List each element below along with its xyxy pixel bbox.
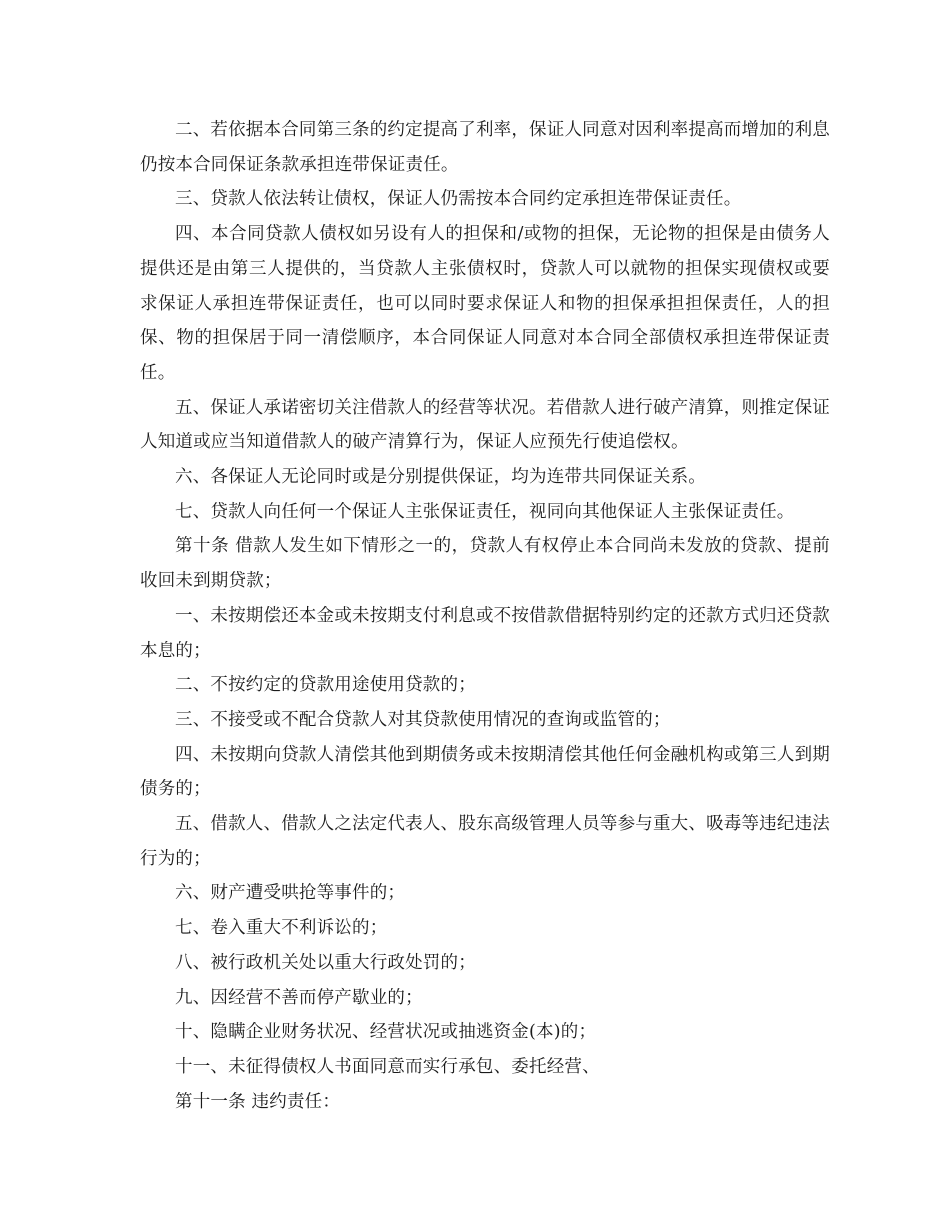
list-item-10-2: 二、不按约定的贷款用途使用贷款的； [175, 675, 476, 696]
document-body [140, 113, 830, 1119]
list-item-10-7: 七、卷入重大不利诉讼的； [175, 918, 388, 939]
paragraph-clause-5-bankruptcy: 五、保证人承诺密切关注借款人的经营等状况。若借款人进行破产清算，则推定保证人知道或应当知道借款人的破产清算行为，保证人应预先行使追偿权。 [140, 397, 830, 453]
paragraph-clause-2-interest: 二、若依据本合同第三条的约定提高了利率，保证人同意对因利率提高而增加的利息仍按本合同保证条款承担连带保证责任。 [140, 120, 830, 175]
list-item-10-8: 八、被行政机关处以重大行政处罚的； [175, 952, 476, 973]
list-item-10-9: 九、因经营不善而停产歇业的； [175, 987, 423, 1008]
list-item-10-1: 一、未按期偿还本金或未按期支付利息或不按借款借据特别约定的还款方式归还贷款本息的； [140, 605, 830, 661]
list-item-10-3: 三、不接受或不配合贷款人对其贷款使用情况的查询或监管的； [175, 709, 671, 730]
paragraph-clause-6-joint: 六、各保证人无论同时或是分别提供保证，均为连带共同保证关系。 [175, 467, 706, 488]
paragraph-clause-4-guarantee: 四、本合同贷款人债权如另设有人的担保和/或物的担保，无论物的担保是由债务人提供还是由第三人提供的，当贷款人主张债权时，贷款人可以就物的担保实现债权或要求保证人承担连带保证责任，也可以同时要求保证人和物的担保承担担保责任，人的担保、物的担保居于同一清偿顺序，本合同保证人同意对本合同全部债权承担连带保证责任。 [140, 224, 830, 383]
list-item-10-6: 六、财产遭受哄抢等事件的； [175, 883, 406, 904]
list-item-10-10: 十、隐瞒企业财务状况、经营状况或抽逃资金(本)的； [175, 1022, 597, 1043]
paragraph-clause-7-claim: 七、贷款人向任何一个保证人主张保证责任，视同向其他保证人主张保证责任。 [175, 501, 795, 522]
article-11-heading: 第十一条 违约责任： [175, 1091, 341, 1112]
list-item-10-4: 四、未按期向贷款人清偿其他到期债务或未按期清偿其他任何金融机构或第三人到期债务的； [140, 744, 830, 800]
paragraph-clause-3-transfer: 三、贷款人依法转让债权，保证人仍需按本合同约定承担连带保证责任。 [175, 189, 742, 210]
article-10-heading: 第十条 借款人发生如下情形之一的，贷款人有权停止本合同尚未发放的贷款、提前收回未到期贷款； [140, 536, 830, 592]
list-item-10-5: 五、借款人、借款人之法定代表人、股东高级管理人员等参与重大、吸毒等违纪违法行为的； [140, 814, 830, 869]
list-item-10-11: 十一、未征得债权人书面同意而实行承包、委托经营、 [175, 1056, 600, 1077]
